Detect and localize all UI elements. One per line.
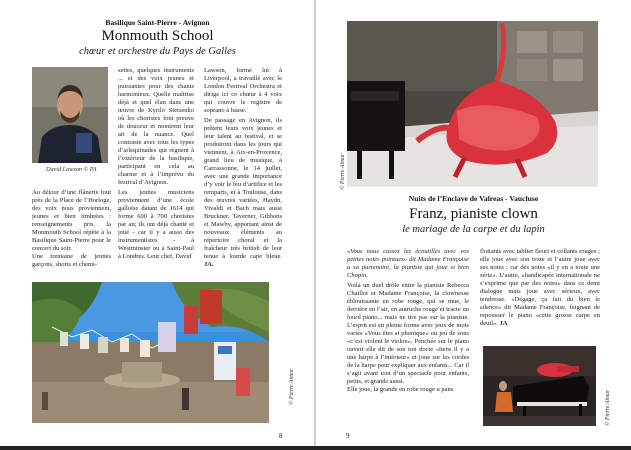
right-bottom-photo-credit: © Pierre Aimar xyxy=(605,389,611,426)
paragraph xyxy=(204,117,282,269)
paragraph-text: De passage en Avignon, ils prêtent leurs voix jeunes et leur talent au festival, et se produiront dans les jours qui viennent, à Aix-en-Provence, grand lieu de musique, à Carcassonne, le 14 juillet, avec une grande importance d’y voir le feu d’artifice et les remparts, et à Toulouse, dans des œuvres variées, Haydn, Vivaldi et Bach mais aussi Bruckner, Taverner, Gibbons et Mawby, apportant ainsi de nouveaux éléments au répertoire choral et la fraîcheur très british de leur tenue à lourde cape bleue. xyxy=(204,117,282,260)
page-number: 9 xyxy=(346,432,350,440)
paragraph: settes, quelques instruments ... et des voix jeunes et puissantes pour des chants harmonieux. Quelle maîtrise déjà et quel élan dans une œuvre de Kyrilo Stetsenko où les choristes font preuve de douceur et montrent leur art de la nuance. Quel contraste avec tous les types d’arlequinades qui règnent à l’extérieur de la basilique, participant en cela au charme et à l’imprévu du festival d’Avignon. xyxy=(118,67,194,186)
paragraph: Les jeunes musiciens proviennent d’une école galloise datant de 1614 qui forme 600 à 700 choristes par an; ils ont déjà chanté et joué - car il y a aussi des instrumentistes - à Westminster ou à Saint-Paul à Londres. Leur chef, David xyxy=(118,189,194,260)
bottom-border xyxy=(0,446,631,450)
paragraph: Lawson, formé lui à Liverpool, a travaillé avec le London Festival Orchestra et dirige ici ce chœur à 4 voix qui couvre le registre de soprano à basse. xyxy=(204,67,282,114)
left-column-3 xyxy=(204,67,282,279)
right-title: Franz, pianiste clown xyxy=(409,206,538,222)
left-column-1 xyxy=(32,189,111,279)
left-kicker: Basilique Saint-Pierre - Avignon xyxy=(105,18,210,27)
left-subtitle: chœur et orchestre du Pays de Galles xyxy=(79,46,236,57)
right-subtitle: le mariage de la carpe et du lapin xyxy=(402,224,545,235)
portrait-caption: David Lawson © PA xyxy=(46,166,97,173)
paragraph: Au détour d’une flânerie tout près de la Place de l’Horloge, des voix nous proviennent, jeunes et bien timbrées : renseignements pris, la Monmouth School répète à la Basilique Saint-Pierre pour le concert du soir. xyxy=(32,189,111,252)
left-photo-credit: © Pierre Aimar xyxy=(289,368,295,405)
pianist-photo xyxy=(483,346,596,426)
signature: JA. xyxy=(204,261,214,268)
left-title: Monmouth School xyxy=(101,28,214,44)
paragraph: «Vous nous cassez les écoutilles avec vos petites notes pointues» dit Madame Françoise u sa partenaire, la pianiste qui joue si bien Chopin. xyxy=(347,248,469,279)
left-column-2 xyxy=(118,67,194,279)
right-column-2 xyxy=(480,248,600,348)
paragraph: Elle joue, la grande en robe rouge u pans xyxy=(347,386,454,393)
right-column-1 xyxy=(347,248,469,428)
right-top-photo-credit: © Pierre Aimar xyxy=(340,153,346,190)
paragraph: Une trentaine de jeunes garçons, shorts et chemi- xyxy=(32,253,111,268)
left-page xyxy=(0,0,315,450)
paragraph: Voilà un duel drôle entre la pianiste Rebecca Chaillot et Madame Françoise, la clownesse éblouissante en robe rouge, qui se mue, le derrière en l’air, en autruche rouge et tracte un lourd piano... mais ne tire pas sur la pianiste. L’esprit est en pleine forme avec jeux de mots variés «Vous êtes si phonique» ou jeu de sons «c’est violent le violon». Penchée sur le piano ouvert elle dit de son ton docte «tiens il y a une harpe à l’intérieur» et joue sur les cordes de la harpe pour expliquer aux enfants... Car il s’agit avant tout d’un spectacle pour enfants, petits, et grands aussi. xyxy=(347,282,469,385)
portrait-photo xyxy=(32,67,108,163)
paragraph xyxy=(480,248,600,328)
right-kicker: Nuits de l’Enclave de Valreas - Vaucluse xyxy=(408,194,539,203)
signature: JA xyxy=(499,320,508,327)
paragraph-text: flottants avec tablier fleuri et collants rouges ; elle joue avec son texte et l’autre joue avec ses notes ; car des notes «il y en a toute une série». L’autre, «handicapée internationale ne s’exprime que par des notes» dans ce demi dialogue mais joue avec sérieux, avec tendresse. «Dégage, ça fait du bien le silence» dit Madame Françoise, feignant de repousser le piano «cette grosse carpe en deuil». xyxy=(480,248,600,327)
street-festival-photo xyxy=(32,282,269,423)
right-page xyxy=(316,0,631,450)
page-number: 8 xyxy=(279,432,283,440)
clown-performance-photo xyxy=(347,21,598,187)
